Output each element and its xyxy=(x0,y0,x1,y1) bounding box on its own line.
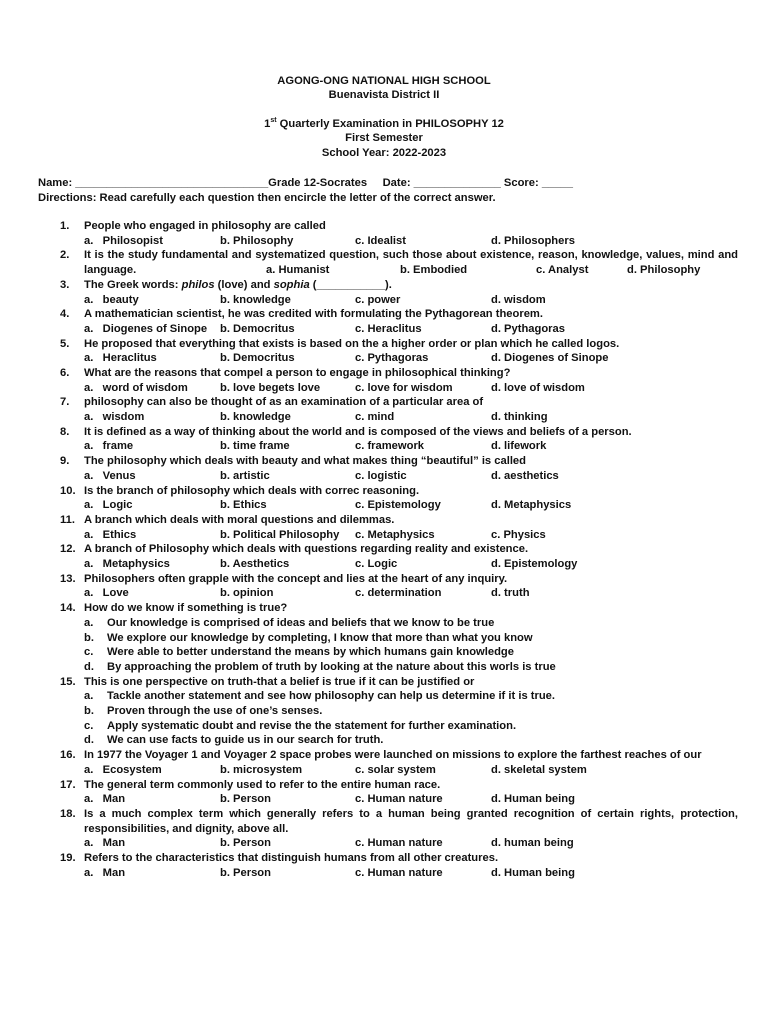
school-year: School Year: 2022-2023 xyxy=(321,147,447,159)
answer-option[interactable] xyxy=(38,616,738,631)
question xyxy=(38,778,738,793)
question-number: 6. xyxy=(60,366,70,379)
question xyxy=(38,307,738,322)
answer-option[interactable]: b. knowledge xyxy=(220,293,291,306)
answer-option[interactable]: b. Embodied xyxy=(400,264,468,277)
answer-option[interactable]: c. framework xyxy=(355,440,425,453)
answer-option[interactable]: d. Philosophy xyxy=(627,264,701,277)
option-text: Were able to better understand the means by which humans gain knowledge xyxy=(107,646,514,659)
question-number: 14. xyxy=(60,602,76,615)
answer-options xyxy=(38,439,738,454)
answer-option[interactable]: c. logistic xyxy=(355,469,407,482)
answer-options xyxy=(38,469,738,484)
exam-title: 1st Quarterly Examination in PHILOSOPHY 12 xyxy=(264,117,504,130)
option-letter: a. xyxy=(84,616,94,629)
question-number: 1. xyxy=(60,220,70,232)
answer-options xyxy=(38,528,738,543)
answer-option[interactable]: a. Man xyxy=(84,866,126,879)
answer-option[interactable]: d. Diogenes of Sinope xyxy=(491,352,609,365)
question-number: 11. xyxy=(60,513,75,526)
question xyxy=(38,851,738,866)
answer-option[interactable]: d. Philosophers xyxy=(491,234,575,247)
answer-option[interactable]: d. human being xyxy=(491,837,574,850)
question-number: 5. xyxy=(60,337,70,350)
answer-options xyxy=(38,263,738,278)
question-number: 2. xyxy=(60,249,70,262)
answer-options xyxy=(38,763,738,778)
answer-option[interactable]: d. lifework xyxy=(491,440,547,453)
answer-option[interactable]: c. solar system xyxy=(355,763,436,776)
option-text: Tackle another statement and see how philosophy can help us determine if it is true. xyxy=(107,690,556,703)
answer-option[interactable]: c. power xyxy=(355,293,401,306)
answer-options xyxy=(38,586,738,601)
answer-option[interactable] xyxy=(38,704,738,719)
question-text: How do we know if something is true? xyxy=(84,602,288,615)
question xyxy=(38,278,738,293)
question-number: 9. xyxy=(60,455,70,468)
answer-options xyxy=(38,381,738,396)
question-text: The general term commonly used to refer to the entire human race. xyxy=(84,778,441,791)
answer-option[interactable]: c. Human nature xyxy=(355,793,443,806)
question-text: The philosophy which deals with beauty and what makes thing “beautiful” is called xyxy=(84,455,526,468)
answer-option[interactable]: a. Love xyxy=(84,587,129,600)
answer-option[interactable]: a. Diogenes of Sinope xyxy=(84,322,208,335)
answer-options xyxy=(38,234,738,249)
answer-option[interactable]: a. Logic xyxy=(84,499,133,512)
answer-option[interactable]: b. Person xyxy=(220,837,271,850)
question-number: 3. xyxy=(60,278,70,291)
answer-option[interactable]: b. Ethics xyxy=(220,499,267,512)
question-text: Refers to the characteristics that distinguish humans from all other creatures. xyxy=(84,852,499,864)
answer-option[interactable]: b. Political Philosophy xyxy=(220,528,340,541)
question-number: 12. xyxy=(60,543,76,556)
answer-options xyxy=(38,410,738,425)
answer-option[interactable]: d. love of wisdom xyxy=(491,381,585,394)
question-number: 10. xyxy=(60,484,76,497)
answer-option[interactable]: a. Ethics xyxy=(84,528,137,541)
answer-option[interactable]: a. Man xyxy=(84,837,126,850)
option-text: Apply systematic doubt and revise the the statement for further examination. xyxy=(107,719,517,732)
question xyxy=(38,601,738,616)
answer-option[interactable]: c. love for wisdom xyxy=(355,381,453,394)
answer-option[interactable]: c. Idealist xyxy=(355,234,406,247)
directions: Directions: Read carefully each question then encircle the letter of the correct answer. xyxy=(38,191,496,204)
answer-option[interactable]: b. Democritus xyxy=(220,352,295,365)
question xyxy=(38,395,738,410)
question-text: A branch which deals with moral questions and dilemmas. xyxy=(84,513,395,526)
answer-option[interactable]: a. Venus xyxy=(84,469,136,482)
answer-option[interactable]: c. Epistemology xyxy=(355,499,441,512)
answer-option[interactable]: c. mind xyxy=(355,411,395,424)
answer-option[interactable]: b. microsystem xyxy=(220,763,303,776)
option-text: Our knowledge is comprised of ideas and beliefs that we know to be true xyxy=(107,616,495,629)
question-list xyxy=(38,219,738,880)
question-number: 16. xyxy=(60,749,76,762)
question-number: 8. xyxy=(60,425,70,438)
answer-options xyxy=(38,866,738,881)
answer-option[interactable] xyxy=(38,631,738,646)
answer-option[interactable]: c. Logic xyxy=(355,558,398,571)
question xyxy=(38,572,738,587)
answer-options xyxy=(38,322,738,337)
answer-options xyxy=(38,351,738,366)
answer-option[interactable]: c. Heraclitus xyxy=(355,322,422,335)
question-text: This is one perspective on truth-that a belief is true if it can be justified or xyxy=(84,675,475,688)
question xyxy=(38,542,738,557)
answer-option[interactable]: c. Physics xyxy=(491,528,546,541)
answer-option[interactable]: a. Man xyxy=(84,793,126,806)
answer-option[interactable]: b. artistic xyxy=(220,469,270,482)
answer-option[interactable]: a. wisdom xyxy=(84,411,145,424)
question xyxy=(38,454,738,469)
question xyxy=(38,513,738,528)
answer-option[interactable]: d. Epistemology xyxy=(491,558,578,571)
answer-option[interactable]: a. Ecosystem xyxy=(84,763,162,776)
answer-option[interactable]: b. knowledge xyxy=(220,411,291,424)
answer-option[interactable]: d. thinking xyxy=(491,411,548,424)
answer-option[interactable]: c. Analyst xyxy=(536,264,589,277)
question-text: It is defined as a way of thinking about the world and is composed of the views and beliefs of a person. xyxy=(84,425,632,438)
option-text: We explore our knowledge by completing, I know that more than what you know xyxy=(107,631,533,644)
answer-option[interactable]: c. Metaphysics xyxy=(355,528,435,541)
question-number: 17. xyxy=(60,778,76,791)
name-date-score-line: Name: _______________________________Grade 12-Socrates Date: ______________ Score: _____ xyxy=(38,177,573,189)
answer-option[interactable]: d. Human being xyxy=(491,866,575,879)
answer-option[interactable] xyxy=(38,660,738,675)
answer-option[interactable]: d. Human being xyxy=(491,793,575,806)
question xyxy=(38,807,738,836)
answer-option[interactable]: b. love begets love xyxy=(220,381,321,394)
answer-option[interactable]: a. Heraclitus xyxy=(84,352,157,365)
question-text: A branch of Philosophy which deals with questions regarding reality and existence. xyxy=(84,543,529,556)
answer-options xyxy=(38,792,738,807)
question-text: Philosophers often grapple with the concept and lies at the heart of any inquiry. xyxy=(84,572,508,585)
question-text: Is a much complex term which generally refers to a human being granted recognition of certain rights, protection, responsibilities, and dignity, above all. xyxy=(84,807,738,835)
question-text: In 1977 the Voyager 1 and Voyager 2 space probes were launched on missions to explore the farthest reaches of our xyxy=(84,749,702,762)
question xyxy=(38,337,738,352)
semester: First Semester xyxy=(345,132,423,144)
option-text: By approaching the problem of truth by looking at the nature about this worls is true xyxy=(107,660,556,673)
question-text: The Greek words: philos (love) and sophia (___________). xyxy=(84,278,392,291)
answer-option[interactable]: a. word of wisdom xyxy=(84,381,188,394)
student-info xyxy=(38,176,738,205)
answer-option[interactable]: c. Pythagoras xyxy=(355,352,429,365)
option-letter: d. xyxy=(84,734,94,747)
option-text: We can use facts to guide us in our search for truth. xyxy=(107,734,384,747)
answer-options xyxy=(38,836,738,851)
answer-option[interactable]: b. Person xyxy=(220,793,271,806)
school-name: AGONG-ONG NATIONAL HIGH SCHOOL xyxy=(277,75,491,87)
answer-option[interactable]: d. truth xyxy=(491,587,530,600)
answer-option[interactable]: c. Human nature xyxy=(355,866,443,879)
question xyxy=(38,484,738,499)
option-letter: a. xyxy=(84,690,94,703)
answer-option[interactable] xyxy=(38,733,738,748)
answer-option[interactable] xyxy=(38,645,738,660)
question-number: 15. xyxy=(60,675,76,688)
question xyxy=(38,219,738,234)
answer-option[interactable]: d. Pythagoras xyxy=(491,322,565,335)
answer-option[interactable] xyxy=(38,689,738,704)
question-number: 4. xyxy=(60,308,70,321)
answer-options xyxy=(38,498,738,513)
question-text: philosophy can also be thought of as an examination of a particular area of xyxy=(84,396,484,409)
answer-options xyxy=(38,557,738,572)
option-letter: c. xyxy=(84,719,94,732)
question-text: A mathematician scientist, he was credited with formulating the Pythagorean theorem. xyxy=(84,308,543,321)
answer-option[interactable]: a. beauty xyxy=(84,293,139,306)
question xyxy=(38,675,738,690)
answer-options xyxy=(38,293,738,308)
answer-option[interactable]: b. time frame xyxy=(220,440,290,453)
answer-option[interactable]: b. Democritus xyxy=(220,322,295,335)
answer-option[interactable]: a. Metaphysics xyxy=(84,558,170,571)
question xyxy=(38,748,738,763)
answer-option[interactable]: c. Human nature xyxy=(355,837,443,850)
answer-option[interactable]: b. opinion xyxy=(220,587,274,600)
option-text: Proven through the use of one’s senses. xyxy=(107,705,323,718)
answer-option[interactable]: d. aesthetics xyxy=(491,469,559,482)
question-text: People who engaged in philosophy are called xyxy=(84,220,326,232)
option-letter: b. xyxy=(84,705,94,718)
question-text: It is the study fundamental and systematized question, such those about existence, reason, knowledge, values, mind and language. xyxy=(84,249,738,277)
answer-option[interactable]: a. Philosopist xyxy=(84,234,163,247)
answer-option[interactable]: a. Humanist xyxy=(266,264,330,277)
answer-option[interactable]: b. Aesthetics xyxy=(220,558,290,571)
answer-option[interactable]: c. determination xyxy=(355,587,442,600)
question-number: 19. xyxy=(60,852,76,864)
question-text: What are the reasons that compel a person to engage in philosophical thinking? xyxy=(84,366,511,379)
option-letter: d. xyxy=(84,660,94,673)
answer-option[interactable]: d. skeletal system xyxy=(491,763,587,776)
answer-option[interactable]: a. frame xyxy=(84,440,134,453)
answer-option[interactable]: b. Person xyxy=(220,866,271,879)
question-number: 13. xyxy=(60,572,76,585)
question-number: 7. xyxy=(60,396,70,409)
answer-option[interactable] xyxy=(38,719,738,734)
option-letter: b. xyxy=(84,631,94,644)
option-letter: c. xyxy=(84,646,94,659)
question-text: He proposed that everything that exists is based on the a higher order or plan which he called logos. xyxy=(84,337,620,350)
question xyxy=(38,366,738,381)
answer-option[interactable]: b. Philosophy xyxy=(220,234,294,247)
question-number: 18. xyxy=(60,807,76,820)
district-name: Buenavista District II xyxy=(328,89,440,101)
answer-option[interactable]: d. wisdom xyxy=(491,293,546,306)
question-text: Is the branch of philosophy which deals with correc reasoning. xyxy=(84,484,420,497)
answer-option[interactable]: d. Metaphysics xyxy=(491,499,572,512)
question xyxy=(38,425,738,440)
